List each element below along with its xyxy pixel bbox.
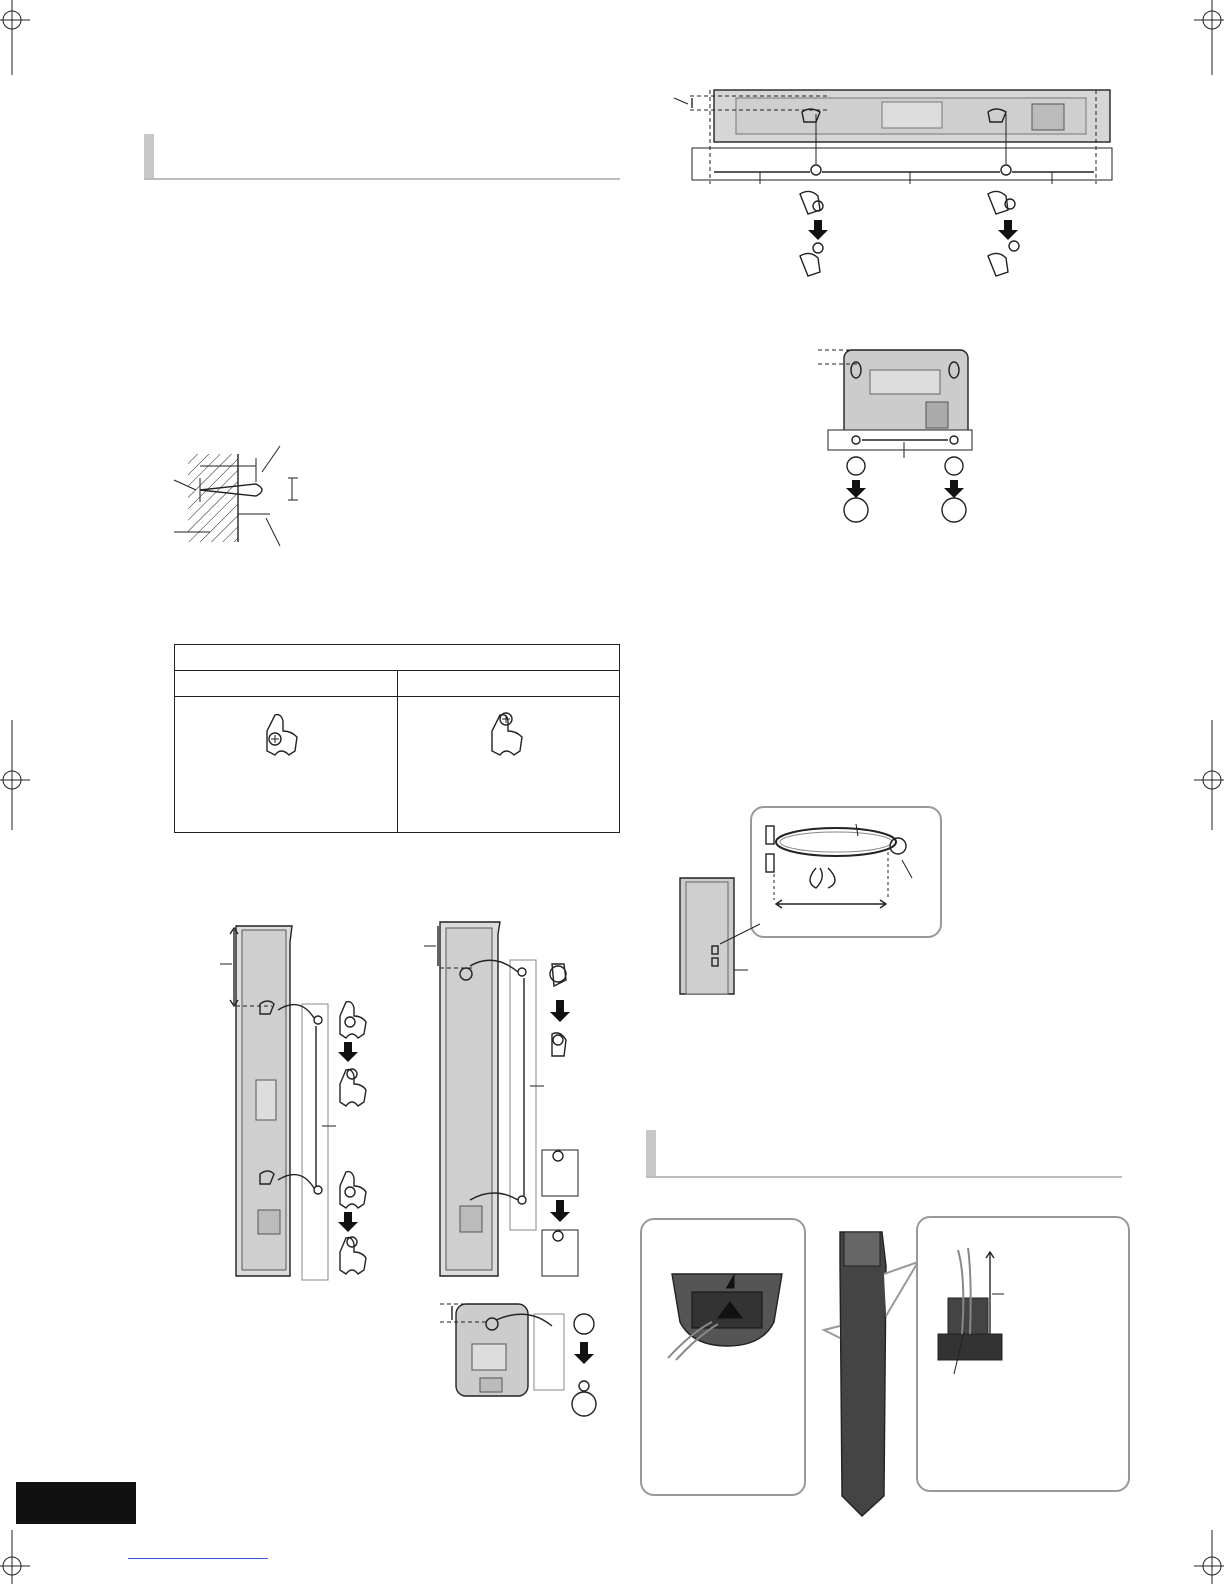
table-cell-hook-left <box>175 697 398 833</box>
table-cell-hook-right <box>398 697 620 833</box>
page-number-tab <box>16 1482 136 1524</box>
subwoofer-rear-diagram <box>812 342 982 526</box>
footer-link[interactable] <box>128 1558 268 1559</box>
hook-orientation-table <box>174 644 620 833</box>
table-column-header <box>175 671 398 697</box>
table-header <box>175 645 620 671</box>
down-arrow-icon <box>846 480 866 498</box>
cable-insert-callout <box>640 1218 806 1496</box>
section-heading-cable-routing <box>646 1130 1122 1178</box>
small-speaker-rear-diagram <box>436 1298 606 1422</box>
down-arrow-icon <box>550 1200 570 1222</box>
down-arrow-icon <box>338 1212 358 1232</box>
down-arrow-icon <box>944 480 964 498</box>
keyhole-slot-icon <box>486 711 536 765</box>
down-arrow-icon <box>550 1000 570 1022</box>
down-arrow-icon <box>808 220 828 240</box>
safety-cord-diagram <box>676 808 946 998</box>
screw-in-wall-diagram <box>170 436 330 556</box>
table-column-header <box>398 671 620 697</box>
soundbar-underside-diagram <box>670 84 1130 284</box>
down-arrow-icon <box>574 1342 594 1364</box>
section-heading-wall-mount <box>144 134 620 180</box>
cable-insert-diagram <box>662 1262 792 1362</box>
tall-speaker-front-diagram <box>820 1226 910 1526</box>
down-arrow-icon <box>338 1042 358 1062</box>
down-arrow-icon <box>998 220 1018 240</box>
keyhole-sequence-left <box>336 998 386 1278</box>
keyhole-sequence-middle <box>538 960 588 1282</box>
keyhole-slot-icon <box>261 711 311 765</box>
cable-clamp-diagram <box>932 1238 1052 1378</box>
cable-clamp-callout <box>916 1216 1130 1492</box>
